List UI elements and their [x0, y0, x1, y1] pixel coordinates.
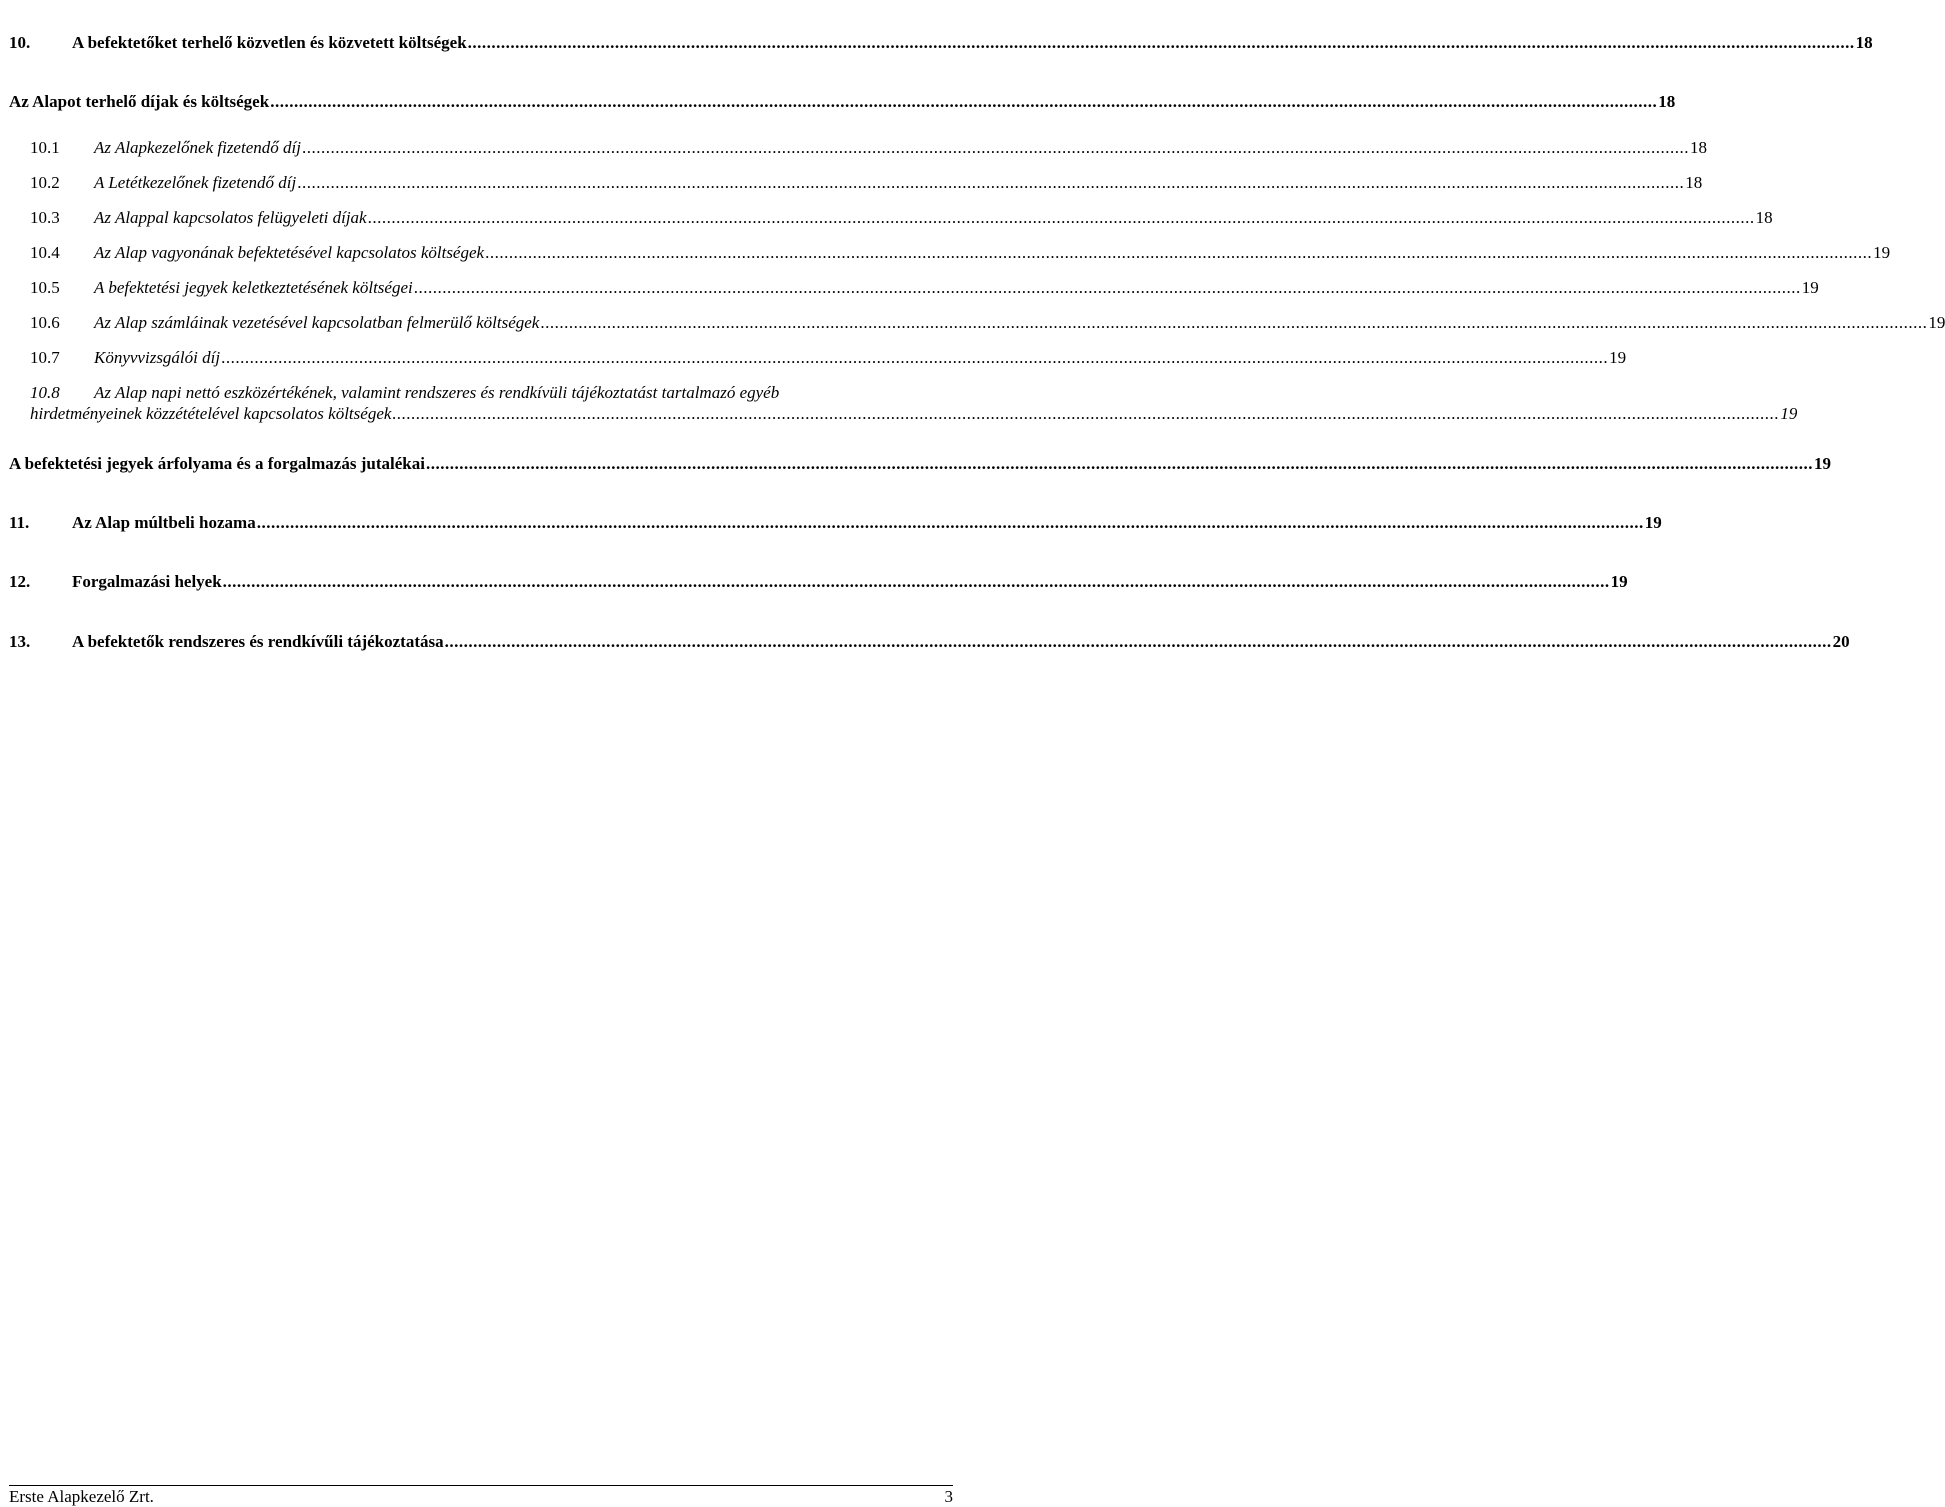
toc-page: 19 — [1813, 454, 1831, 473]
toc-entry-fees[interactable] — [9, 92, 1676, 112]
toc-page: 20 — [1832, 632, 1850, 651]
footer-divider — [9, 1485, 953, 1486]
toc-title: Az Alap vagyonának befektetésével kapcsolatos költségek — [94, 243, 485, 262]
toc-entry-11[interactable] — [9, 513, 1662, 533]
dot-leader — [468, 33, 1855, 53]
footer-page-number: 3 — [944, 1487, 953, 1506]
toc-title: A befektetési jegyek árfolyama és a forgalmazás jutalékai — [9, 454, 425, 473]
toc-entry-line — [30, 382, 953, 403]
toc-title: Könyvvizsgálói díj — [94, 348, 221, 367]
toc-page: 19 — [1780, 404, 1798, 423]
dot-leader — [257, 513, 1644, 533]
toc-title: Az Alap napi nettó eszközértékének, valamint rendszeres és rendkívüli tájékoztatást tartalmazó egyéb — [94, 383, 780, 402]
dot-leader — [414, 278, 1801, 298]
toc-title: Az Alapkezelőnek fizetendő díj — [94, 138, 301, 157]
toc-entry-line — [30, 403, 1798, 424]
toc-title: Az Alapot terhelő díjak és költségek — [9, 92, 270, 111]
toc-entry-13[interactable] — [9, 632, 1850, 652]
page-footer — [9, 1488, 953, 1506]
dot-leader — [485, 243, 1872, 263]
dot-leader — [297, 173, 1684, 193]
toc-number: 10.6 — [30, 313, 60, 332]
toc-entry-10-5[interactable] — [30, 278, 1819, 298]
toc-title-continued: hirdetményeinek közzétételével kapcsolatos költségek — [30, 404, 392, 423]
toc-number: 10.1 — [30, 138, 60, 157]
toc-entry-10-7[interactable] — [30, 348, 1627, 368]
toc-entry-10-3[interactable] — [30, 208, 1773, 228]
toc-entry-12[interactable] — [9, 572, 1628, 592]
toc-page: 19 — [1609, 348, 1627, 367]
dot-leader — [302, 138, 1689, 158]
toc-page: 18 — [1855, 33, 1873, 52]
toc-title: Az Alap számláinak vezetésével kapcsolatban felmerülő költségek — [94, 313, 540, 332]
toc-number: 11. — [9, 513, 30, 532]
toc-title: Az Alappal kapcsolatos felügyeleti díjak — [94, 208, 367, 227]
toc-number: 10.7 — [30, 348, 60, 367]
dot-leader — [445, 632, 1832, 652]
toc-number: 10.8 — [30, 383, 60, 402]
dot-leader — [221, 348, 1608, 368]
toc-page: 19 — [1610, 572, 1628, 591]
dot-leader — [223, 572, 1610, 592]
dot-leader — [426, 454, 1813, 474]
toc-entry-10-6[interactable] — [30, 313, 1945, 333]
toc-page: 18 — [1685, 173, 1703, 192]
toc-entry-prices[interactable] — [9, 454, 1831, 474]
toc-page: 18 — [1755, 208, 1773, 227]
footer-company: Erste Alapkezelő Zrt. — [9, 1487, 154, 1506]
toc-page: 18 — [1689, 138, 1707, 157]
dot-leader — [540, 313, 1927, 333]
toc-title: A befektetőket terhelő közvetlen és közvetett költségek — [72, 33, 467, 52]
toc-number: 10.2 — [30, 173, 60, 192]
toc-number: 10.5 — [30, 278, 60, 297]
dot-leader — [392, 403, 1779, 424]
toc-title: Forgalmazási helyek — [72, 572, 222, 591]
toc-page: 19 — [1644, 513, 1662, 532]
toc-entry-10-1[interactable] — [30, 138, 1707, 158]
toc-number: 12. — [9, 572, 31, 591]
toc-entry-10[interactable] — [9, 33, 1873, 53]
toc-page: 19 — [1873, 243, 1891, 262]
toc-page: 19 — [1928, 313, 1945, 332]
toc-title: A befektetési jegyek keletkeztetésének költségei — [94, 278, 413, 297]
toc-title: A Letétkezelőnek fizetendő díj — [94, 173, 297, 192]
toc-entry-10-8[interactable] — [30, 382, 1798, 424]
toc-page: 18 — [1658, 92, 1676, 111]
toc-number: 13. — [9, 632, 31, 651]
toc-number: 10.4 — [30, 243, 60, 262]
toc-number: 10.3 — [30, 208, 60, 227]
toc-title: A befektetők rendszeres és rendkívűli tájékoztatása — [72, 632, 444, 651]
toc-page: 19 — [1801, 278, 1819, 297]
dot-leader — [368, 208, 1755, 228]
toc-title: Az Alap múltbeli hozama — [72, 513, 256, 532]
toc-entry-10-4[interactable] — [30, 243, 1891, 263]
toc-number: 10. — [9, 33, 31, 52]
toc-entry-10-2[interactable] — [30, 173, 1703, 193]
dot-leader — [270, 92, 1657, 112]
